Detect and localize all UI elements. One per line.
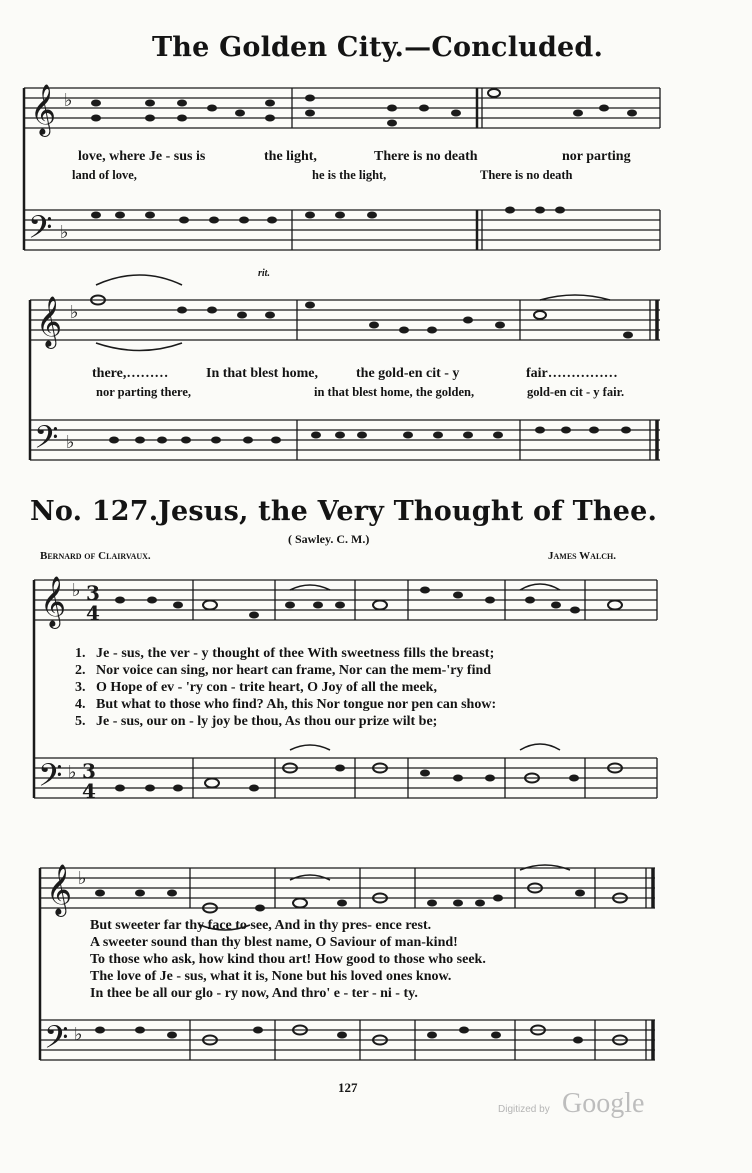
svg-text:𝄞: 𝄞 <box>30 84 57 135</box>
verse-3-num: 3. <box>75 680 86 695</box>
verse-4-num: 4. <box>75 697 86 712</box>
verse-4-line1: But what to those who find? Ah, this Nor tongue nor pen can show: <box>96 697 497 712</box>
lyric-row2-b: In that blest home, <box>206 366 319 381</box>
ritardando-mark: rit. <box>258 268 270 279</box>
page-title: The Golden City.—Concluded. <box>152 32 604 63</box>
svg-text:𝄞: 𝄞 <box>46 864 73 915</box>
hymn-number: No. 127. <box>30 496 159 527</box>
tune-name: ( Sawley. C. M.) <box>288 532 370 546</box>
svg-text:𝄞: 𝄞 <box>36 296 63 347</box>
svg-text:♭: ♭ <box>66 432 75 453</box>
verse-2-line1: Nor voice can sing, nor heart can frame, Nor can the mem-'ry find <box>96 663 492 678</box>
verse-1-num: 1. <box>75 646 86 661</box>
verse-3-line1: O Hope of ev - 'ry con - trite heart, O Joy of all the meek, <box>96 680 437 695</box>
svg-text:𝄢: 𝄢 <box>38 757 63 801</box>
verse-1-line1: Je - sus, the ver - y thought of thee With sweetness fills the breast; <box>96 646 495 661</box>
digitized-by-label: Digitized by <box>498 1104 550 1115</box>
lyric-row2-c: the gold-en cit - y <box>356 366 460 381</box>
lyric-row2-a: there,……… <box>92 366 169 381</box>
svg-text:♭: ♭ <box>74 1024 83 1045</box>
svg-text:♭: ♭ <box>78 868 87 889</box>
svg-text:3: 3 <box>86 581 100 605</box>
alto-row2-b: in that blest home, the golden, <box>314 385 475 399</box>
google-watermark: Google <box>562 1088 645 1119</box>
svg-text:4: 4 <box>86 601 100 625</box>
svg-text:♭: ♭ <box>68 762 77 783</box>
alto-row1-b: he is the light, <box>312 168 387 182</box>
svg-text:♭: ♭ <box>60 222 69 243</box>
lyric-row1-b: the light, <box>264 149 317 164</box>
verse-3-line2: To those who ask, how kind thou art! How good to those who seek. <box>90 952 486 967</box>
verse-4-line2: The love of Je - sus, what it is, None but his loved ones know. <box>90 969 452 984</box>
verse-5-line1: Je - sus, our on - ly joy be thou, As thou our prize wilt be; <box>96 714 438 729</box>
alto-row1-a: land of love, <box>72 168 137 182</box>
hymn-title: Jesus, the Very Thought of Thee. <box>158 496 658 527</box>
alto-row2-c: gold-en cit - y fair. <box>527 385 625 399</box>
svg-text:4: 4 <box>82 779 96 803</box>
svg-text:3: 3 <box>82 759 96 783</box>
alto-row2-a: nor parting there, <box>96 385 192 399</box>
hymn-composer: James Walch. <box>548 550 617 562</box>
hymn-author: Bernard of Clairvaux. <box>40 550 151 562</box>
verse-2-line2: A sweeter sound than thy blest name, O Saviour of man-kind! <box>90 935 458 950</box>
svg-text:♭: ♭ <box>72 580 81 601</box>
verse-5-line2: In thee be all our glo - ry now, And thro' e - ter - ni - ty. <box>90 986 418 1001</box>
svg-text:𝄢: 𝄢 <box>44 1019 69 1063</box>
page-number: 127 <box>338 1080 358 1095</box>
svg-text:𝄢: 𝄢 <box>34 419 59 463</box>
verse-2-num: 2. <box>75 663 86 678</box>
lyric-row1-a: love, where Je - sus is <box>78 149 206 164</box>
lyric-row2-d: fair…………… <box>526 366 618 381</box>
lyric-row1-d: nor parting <box>562 149 631 164</box>
svg-text:𝄢: 𝄢 <box>28 209 53 253</box>
verse-5-num: 5. <box>75 714 86 729</box>
svg-text:♭: ♭ <box>64 90 73 111</box>
svg-text:♭: ♭ <box>70 302 79 323</box>
svg-text:𝄞: 𝄞 <box>40 576 67 627</box>
alto-row1-c: There is no death <box>480 168 573 182</box>
verse-1-line2: But sweeter far thy face to see, And in thy pres- ence rest. <box>90 918 432 933</box>
lyric-row1-c: There is no death <box>374 149 478 164</box>
